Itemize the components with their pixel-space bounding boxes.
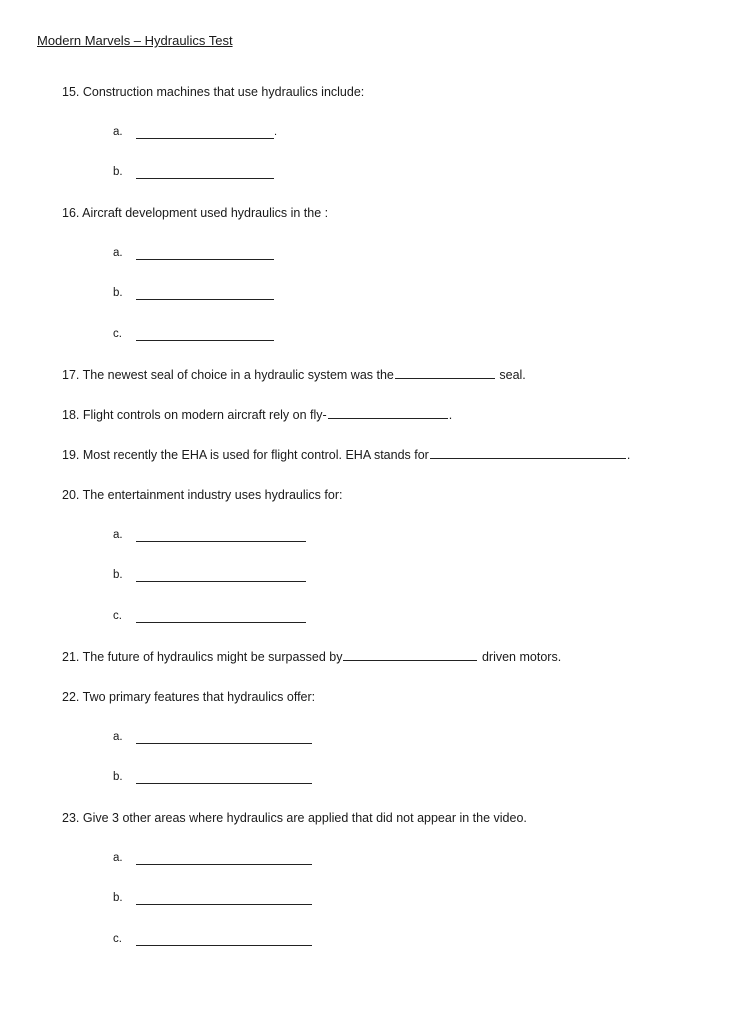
question-21 [62, 650, 561, 664]
q22-answer-b[interactable] [136, 783, 312, 784]
q23-option-a-label: a. [113, 852, 123, 864]
q21-answer[interactable] [343, 650, 477, 661]
question-23: 23. Give 3 other areas where hydraulics are applied that did not appear in the video. [62, 811, 527, 825]
q15-answer-b[interactable] [136, 178, 274, 179]
q20-option-c-label: c. [113, 610, 122, 622]
question-20: 20. The entertainment industry uses hydraulics for: [62, 488, 343, 502]
q22-answer-a[interactable] [136, 743, 312, 744]
question-21-suffix: driven motors. [481, 650, 562, 664]
question-19-suffix: . [626, 448, 631, 462]
q19-answer[interactable] [430, 448, 626, 459]
q16-option-c-label: c. [113, 328, 122, 340]
q23-answer-c[interactable] [136, 945, 312, 946]
q22-option-b-label: b. [113, 771, 123, 783]
q20-option-a-label: a. [113, 529, 123, 541]
question-17-suffix: seal. [499, 368, 526, 382]
question-19 [62, 448, 630, 462]
question-18 [62, 408, 452, 422]
question-19-text: 19. Most recently the EHA is used for flight control. EHA stands for [62, 448, 429, 462]
q16-answer-b[interactable] [136, 299, 274, 300]
q23-answer-b[interactable] [136, 904, 312, 905]
question-18-text: 18. Flight controls on modern aircraft rely on fly- [62, 408, 327, 422]
question-22: 22. Two primary features that hydraulics offer: [62, 690, 316, 704]
question-16: 16. Aircraft development used hydraulics in the : [62, 206, 329, 220]
q18-answer[interactable] [328, 408, 448, 419]
q23-answer-a[interactable] [136, 864, 312, 865]
question-17-text: 17. The newest seal of choice in a hydraulic system was the [62, 368, 394, 382]
question-18-suffix: . [448, 408, 453, 422]
q16-option-b-label: b. [113, 287, 123, 299]
q23-option-b-label: b. [113, 892, 123, 904]
question-15: 15. Construction machines that use hydraulics include: [62, 85, 365, 99]
q22-option-a-label: a. [113, 731, 123, 743]
q20-option-b-label: b. [113, 569, 123, 581]
page-title: Modern Marvels – Hydraulics Test [37, 33, 233, 48]
q20-answer-c[interactable] [136, 622, 306, 623]
q15-answer-a-period: . [274, 126, 278, 138]
q16-answer-c[interactable] [136, 340, 274, 341]
q15-option-b-label: b. [113, 166, 123, 178]
q15-answer-a[interactable] [136, 138, 274, 139]
q16-option-a-label: a. [113, 247, 123, 259]
q23-option-c-label: c. [113, 933, 122, 945]
q16-answer-a[interactable] [136, 259, 274, 260]
q17-answer[interactable] [395, 368, 495, 379]
q20-answer-a[interactable] [136, 541, 306, 542]
question-21-text: 21. The future of hydraulics might be surpassed by [62, 650, 343, 664]
q20-answer-b[interactable] [136, 581, 306, 582]
q15-option-a-label: a. [113, 126, 123, 138]
question-17 [62, 368, 526, 382]
